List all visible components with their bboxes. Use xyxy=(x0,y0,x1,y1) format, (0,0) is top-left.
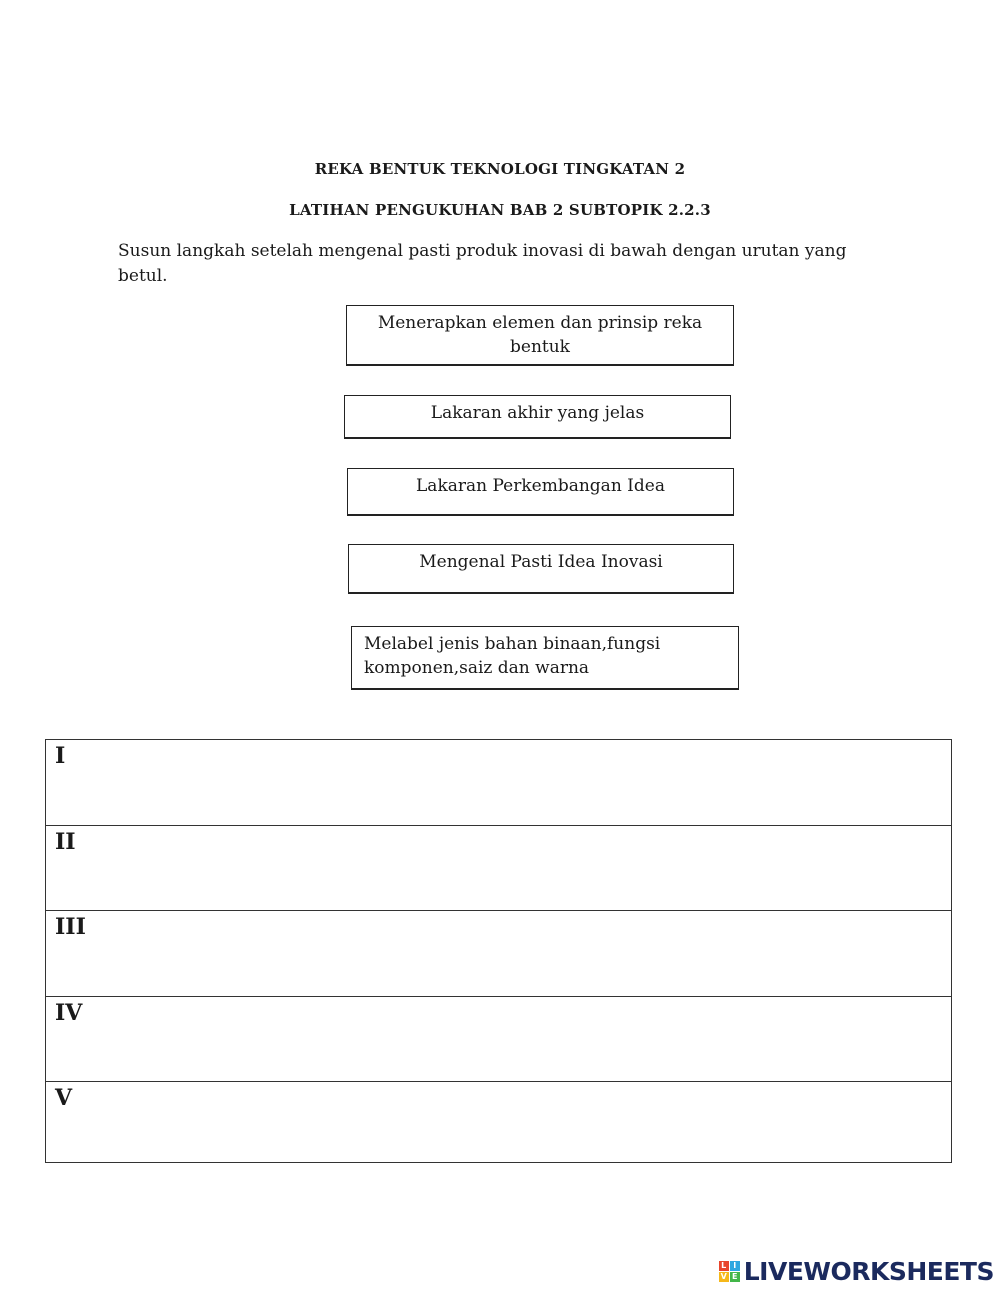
row-numeral: V xyxy=(55,1085,73,1111)
logo-mark-tile: V xyxy=(720,1271,727,1281)
row-numeral: III xyxy=(55,914,86,940)
row-numeral: I xyxy=(55,743,66,769)
drag-card-2[interactable]: Lakaran akhir yang jelas xyxy=(344,395,731,439)
row-numeral: II xyxy=(55,828,76,855)
drop-zone[interactable] xyxy=(106,1005,941,1074)
logo-mark-tile: L xyxy=(719,1261,729,1271)
drop-zone[interactable] xyxy=(106,1090,941,1154)
answer-row xyxy=(46,911,951,997)
answer-row xyxy=(46,740,951,826)
logo-mark-icon xyxy=(719,1261,740,1282)
answer-row xyxy=(46,997,951,1083)
drop-zone[interactable] xyxy=(106,834,941,903)
brand-logo[interactable] xyxy=(719,1256,994,1286)
brand-name: LIVEWORKSHEETS xyxy=(743,1256,994,1286)
drag-card-3[interactable]: Lakaran Perkembangan Idea xyxy=(347,468,734,516)
row-numeral: IV xyxy=(55,999,83,1026)
answer-row xyxy=(46,1082,951,1162)
drag-card-5[interactable]: Melabel jenis bahan binaan,fungsi komponen,saiz dan warna xyxy=(351,626,739,690)
drop-zone[interactable] xyxy=(106,919,941,988)
logo-mark-tile: I xyxy=(730,1261,740,1271)
logo-mark-tile: E xyxy=(730,1272,740,1282)
drag-card-4[interactable]: Mengenal Pasti Idea Inovasi xyxy=(348,544,734,594)
answer-row xyxy=(46,826,951,912)
instruction-text: Susun langkah setelah mengenal pasti produk inovasi di bawah dengan urutan yang betul. xyxy=(118,241,847,286)
drop-zone[interactable] xyxy=(106,748,941,817)
drag-card-1[interactable]: Menerapkan elemen dan prinsip reka bentuk xyxy=(346,305,734,366)
page-subtitle: LATIHAN PENGUKUHAN BAB 2 SUBTOPIK 2.2.3 xyxy=(289,201,711,219)
answer-table xyxy=(45,739,952,1163)
page-title: REKA BENTUK TEKNOLOGI TINGKATAN 2 xyxy=(314,160,686,178)
